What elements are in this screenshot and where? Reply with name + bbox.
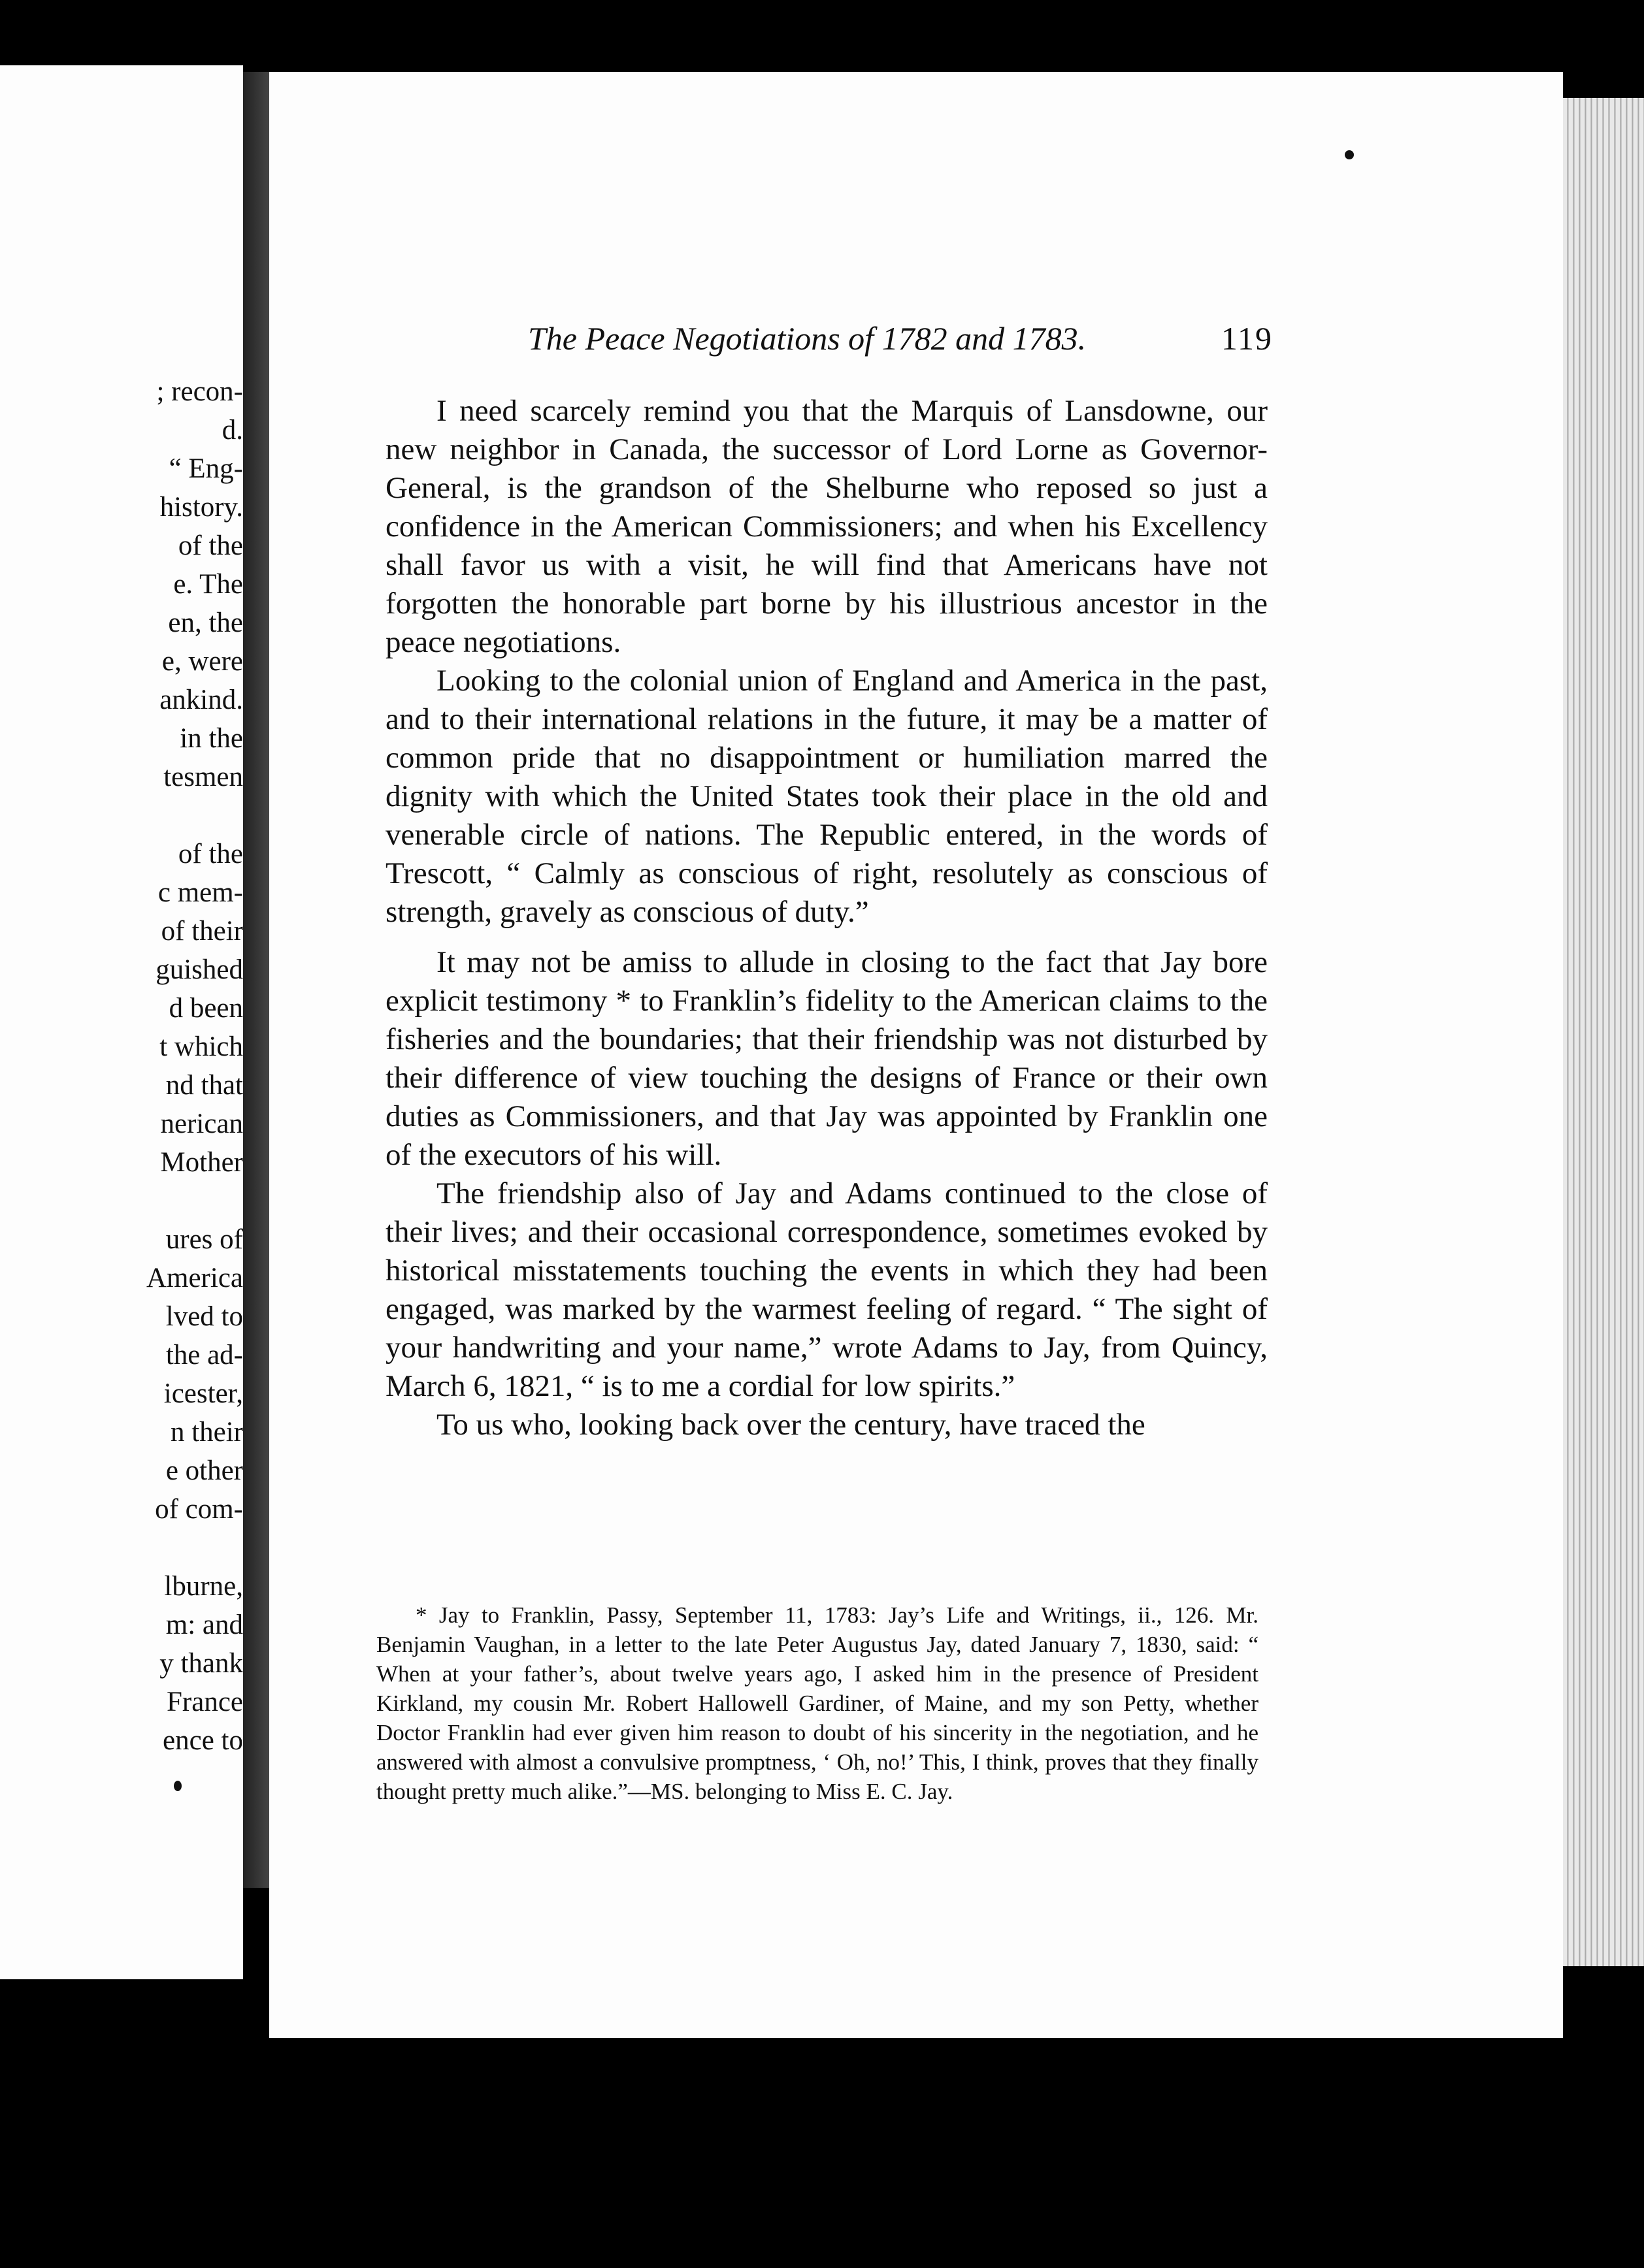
paragraph: I need scarcely remind you that the Marquis of Lansdowne, our new neighbor in Canada, the successor of Lord Lorne as Governor-General, is the grandson of the Shelburne who reposed so just a confidence in the American Commissioners; and when his Excellency shall favor us with a visit, he will find that Americans have not forgotten the honorable part borne by his illustrious ancestor in the peace negotiations.	[386, 394, 1268, 659]
paragraph: Looking to the colonial union of England and America in the past, and to their international relations in the future, it may be a matter of common pride that no disappointment or humiliation marred the dignity with which the United States took their place in the old and venerable circle of nations. The Republic entered, in the words of Trescott, “ Calmly as conscious of right, resolutely as conscious of strength, gravely as conscious of duty.”	[386, 664, 1268, 929]
left-page-line: “ Eng-	[169, 453, 243, 484]
left-page-line: ures of	[165, 1224, 243, 1255]
left-page-line: e, were	[161, 646, 243, 677]
speck	[174, 1781, 182, 1791]
left-page-line: of their	[161, 916, 243, 947]
paragraph: To us who, looking back over the century, have traced the	[436, 1408, 1145, 1442]
left-page-line: d.	[222, 415, 243, 446]
left-page-line: c mem-	[157, 877, 243, 908]
left-page-line: of com-	[155, 1494, 243, 1525]
left-page-line: ankind.	[159, 685, 243, 715]
paragraph: The friendship also of Jay and Adams continued to the close of their lives; and their occasional correspondence, sometimes evoked by historical misstatements touching the events in which they had been engaged, was marked by the warmest feeling of regard. “ The sight of your handwriting and your name,” wrote Adams to Jay, from Quincy, March 6, 1821, “ is to me a cordial for low spirits.”	[386, 1176, 1268, 1403]
left-page-line: ; recon-	[156, 376, 243, 407]
footnote-text: * Jay to Franklin, Passy, September 11, 1783: Jay’s Life and Writings, ii., 126. Mr. Benjamin Vaughan, in a letter to the late Peter Augustus Jay, dated January 7, 1830, said: “ When at your father’s, about twelve years ago, I asked him in the presence of President Kirkland, my cousin Mr. Robert Hallowell Gardiner, of Maine, and my son Petty, whether Doctor Franklin had ever given him reason to doubt of his sincerity in the negotiation, and he answered with almost a convulsive promptness, ‘ Oh, no!’ This, I think, proves that they finally thought pretty much alike.”—MS. belonging to Miss E. C. Jay.	[376, 1602, 1258, 1804]
paragraph: It may not be amiss to allude in closing to the fact that Jay bore explicit testimony * to Franklin’s fidelity to the American claims to the fisheries and the boundaries; that their friendship was not disturbed by their difference of view touching the designs of France or their own duties as Commissioners, and that Jay was appointed by Franklin one of the executors of his will.	[386, 945, 1268, 1172]
page-number: 119	[1221, 320, 1273, 357]
left-page-line: of the	[178, 530, 243, 561]
running-header	[528, 319, 1273, 358]
left-page-line: nd that	[165, 1070, 243, 1101]
book-gutter	[243, 72, 269, 1888]
speck	[1345, 150, 1354, 159]
left-page-line: e. The	[173, 569, 243, 600]
page-edges	[1563, 98, 1644, 1966]
left-page-line: the ad-	[165, 1340, 243, 1370]
left-page-line: d been	[169, 993, 243, 1024]
left-page-line: America	[146, 1263, 243, 1293]
left-page-line: nerican	[160, 1109, 243, 1139]
left-page-line: e other	[165, 1455, 243, 1486]
left-page-line: Mother	[160, 1147, 243, 1178]
left-page-line: lved to	[165, 1301, 243, 1332]
running-title: The Peace Negotiations of 1782 and 1783.	[528, 320, 1087, 357]
left-page-line: en, the	[168, 608, 243, 638]
left-page-line: icester,	[163, 1378, 243, 1409]
left-page-line: of the	[178, 839, 243, 869]
left-page-line: m: and	[165, 1610, 243, 1640]
left-page-line: guished	[156, 954, 243, 985]
left-page-line: ence to	[163, 1725, 243, 1756]
footnote	[376, 1600, 1258, 1806]
left-page-line: history.	[159, 492, 243, 523]
left-page-line: n their	[170, 1417, 243, 1448]
left-page-line: y thank	[159, 1648, 243, 1679]
left-page-line: France	[167, 1687, 243, 1717]
left-page-line: lburne,	[164, 1571, 243, 1602]
left-page-line: tesmen	[163, 762, 243, 792]
body-text	[386, 392, 1268, 1444]
left-page-line: t which	[159, 1031, 243, 1062]
left-page-line: in the	[180, 723, 243, 754]
